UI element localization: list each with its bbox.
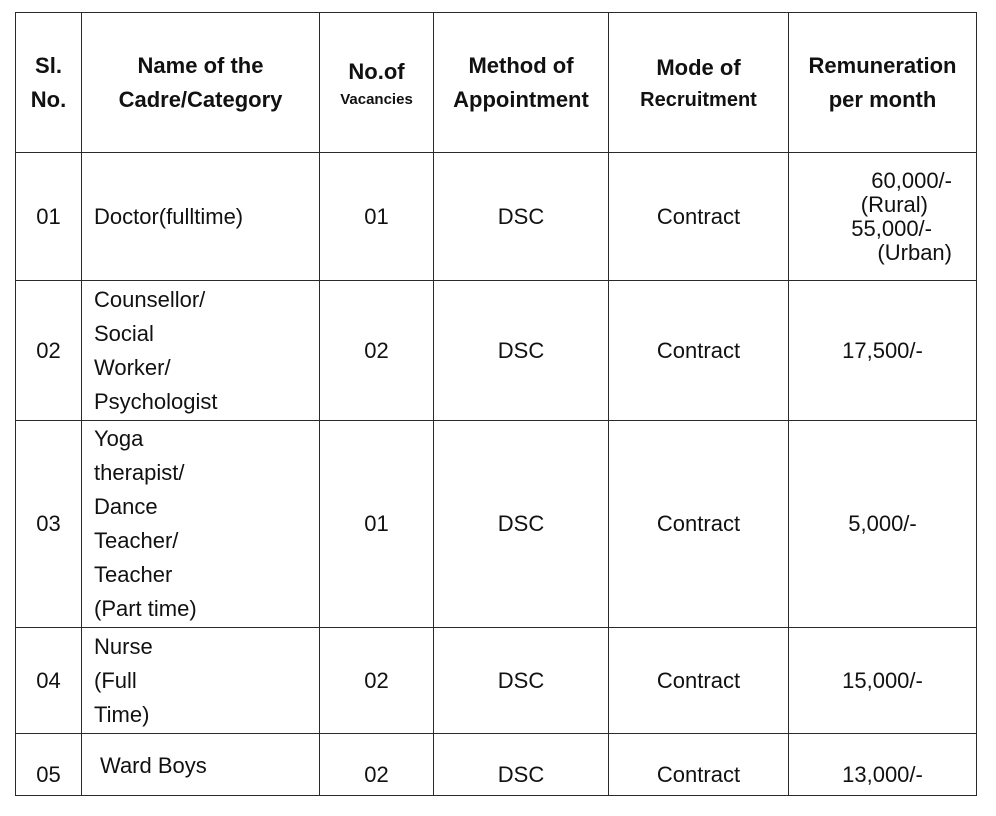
cell-remuneration: 13,000/- (789, 734, 977, 796)
cell-method: DSC (434, 628, 609, 734)
cell-sl-no: 03 (16, 421, 82, 628)
cell-remuneration: 17,500/- (789, 281, 977, 421)
header-method-of-appointment: Method of Appointment (434, 13, 609, 153)
table-row (16, 281, 977, 421)
cell-sl-no: 02 (16, 281, 82, 421)
cell-method: DSC (434, 153, 609, 281)
cell-vacancies: 01 (320, 421, 434, 628)
table-row (16, 734, 977, 796)
header-mode-of-recruitment: Mode of Recruitment (609, 13, 789, 153)
header-sl-no: Sl. No. (16, 13, 82, 153)
cell-mode: Contract (609, 281, 789, 421)
cell-method: DSC (434, 421, 609, 628)
header-vacancies: No.of Vacancies (320, 13, 434, 153)
cell-method: DSC (434, 281, 609, 421)
cell-method: DSC (434, 734, 609, 796)
table-row (16, 628, 977, 734)
cell-mode: Contract (609, 421, 789, 628)
header-remuneration: Remuneration per month (789, 13, 977, 153)
cell-remuneration: 5,000/- (789, 421, 977, 628)
cell-sl-no: 04 (16, 628, 82, 734)
vacancy-table (15, 12, 977, 796)
cell-cadre-name: Doctor(fulltime) (82, 153, 320, 281)
cell-mode: Contract (609, 153, 789, 281)
vacancy-document (15, 12, 976, 798)
cell-vacancies: 02 (320, 628, 434, 734)
cell-mode: Contract (609, 628, 789, 734)
cell-remuneration: 15,000/- (789, 628, 977, 734)
cell-cadre-name: Counsellor/ Social Worker/ Psychologist (82, 281, 320, 421)
cell-vacancies: 01 (320, 153, 434, 281)
table-row (16, 421, 977, 628)
cell-mode: Contract (609, 734, 789, 796)
header-cadre-name: Name of the Cadre/Category (82, 13, 320, 153)
cell-remuneration: 60,000/- (Rural) 55,000/- (Urban) (789, 153, 977, 281)
cell-vacancies: 02 (320, 281, 434, 421)
cell-cadre-name: Nurse (Full Time) (82, 628, 320, 734)
cell-sl-no: 05 (16, 734, 82, 796)
table-row (16, 153, 977, 281)
table-header-row (16, 13, 977, 153)
cell-cadre-name: Ward Boys (82, 734, 320, 796)
cell-sl-no: 01 (16, 153, 82, 281)
cell-vacancies: 02 (320, 734, 434, 796)
cell-cadre-name: Yoga therapist/ Dance Teacher/ Teacher (Part time) (82, 421, 320, 628)
